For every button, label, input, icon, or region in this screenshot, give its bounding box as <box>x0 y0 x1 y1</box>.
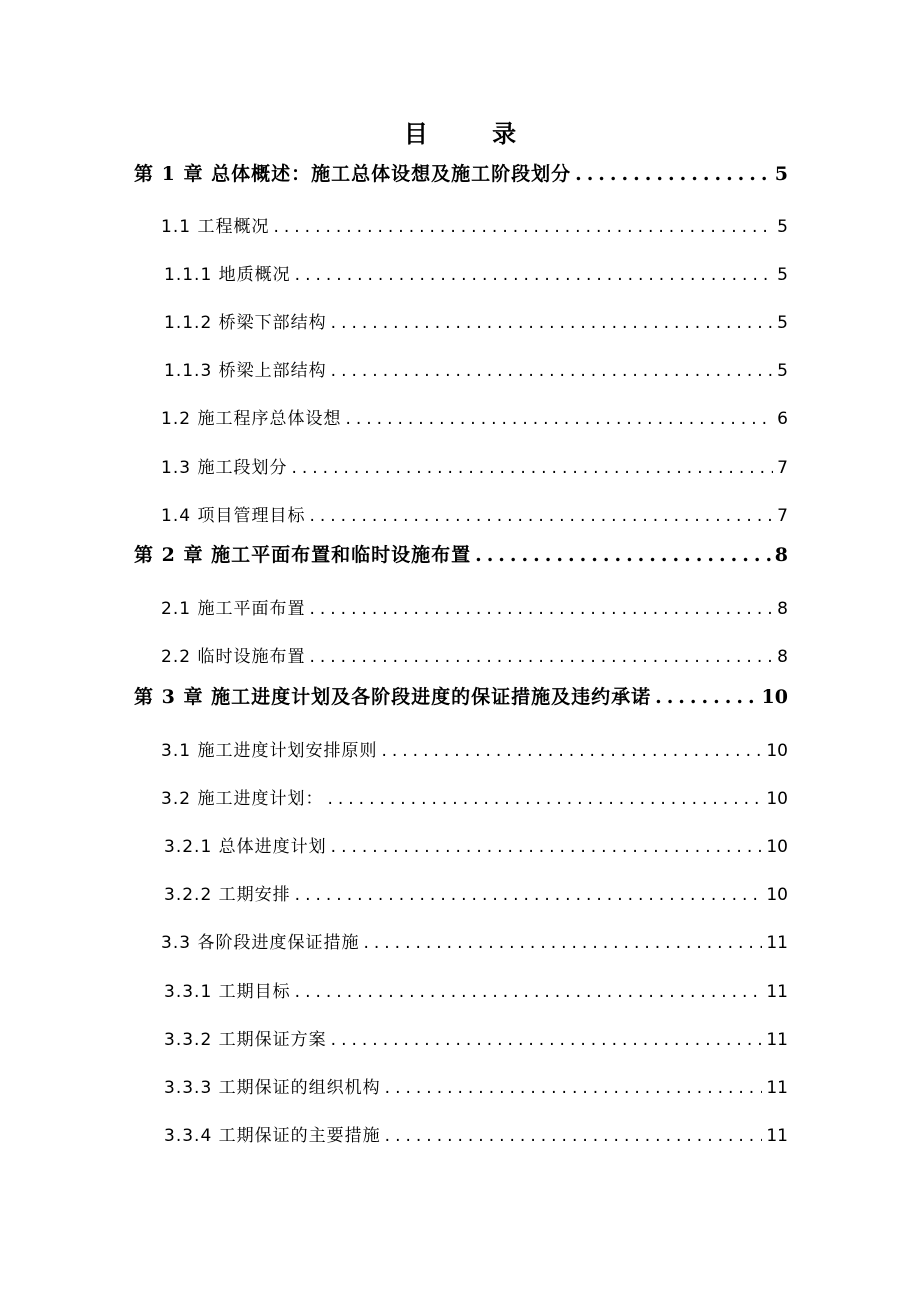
toc-leader-dots <box>655 685 757 709</box>
toc-entry-label: 1.4 项目管理目标 <box>161 506 306 526</box>
toc-leader-dots <box>381 739 762 763</box>
toc-page-number: 8 <box>774 544 788 566</box>
toc-page-number: 11 <box>766 1126 788 1146</box>
toc-leader-dots <box>295 263 774 287</box>
toc-page-number: 5 <box>774 163 788 185</box>
toc-section-entry[interactable] <box>161 931 788 955</box>
toc-leader-dots <box>345 407 773 431</box>
toc-section-entry[interactable] <box>161 407 788 431</box>
toc-entry-label: 1.3 施工段划分 <box>161 458 288 478</box>
toc-section-entry[interactable] <box>164 1028 788 1052</box>
toc-entry-label: 3.2.2 工期安排 <box>164 885 291 905</box>
toc-entry-label: 1.1.1 地质概况 <box>164 265 291 285</box>
toc-entry-label: 3.3 各阶段进度保证措施 <box>161 933 360 953</box>
toc-leader-dots <box>331 835 763 859</box>
toc-page-number: 10 <box>766 885 788 905</box>
toc-entry-label: 3.2 施工进度计划： <box>161 789 324 809</box>
toc-leader-dots <box>327 787 762 811</box>
toc-section-entry[interactable] <box>164 980 788 1004</box>
toc-leader-dots <box>385 1124 763 1148</box>
toc-section-entry[interactable] <box>164 1124 788 1148</box>
toc-chapter-entry[interactable] <box>134 162 788 186</box>
toc-entry-label: 2.1 施工平面布置 <box>161 599 306 619</box>
toc-page-number: 6 <box>777 409 788 429</box>
toc-entry-label: 3.3.3 工期保证的组织机构 <box>164 1078 381 1098</box>
toc-page-number: 5 <box>777 217 788 237</box>
toc-entry-label: 第 2 章 施工平面布置和临时设施布置 <box>134 544 472 566</box>
toc-entry-label: 3.3.2 工期保证方案 <box>164 1030 327 1050</box>
toc-page-number: 5 <box>777 265 788 285</box>
toc-section-entry[interactable] <box>164 263 788 287</box>
toc-leader-dots <box>309 597 773 621</box>
toc-entry-label: 3.3.1 工期目标 <box>164 982 291 1002</box>
toc-leader-dots <box>385 1076 763 1100</box>
toc-entry-label: 3.2.1 总体进度计划 <box>164 837 327 857</box>
toc-entry-label: 3.1 施工进度计划安排原则 <box>161 741 378 761</box>
toc-page-number: 10 <box>766 837 788 857</box>
toc-leader-dots <box>273 215 773 239</box>
toc-section-entry[interactable] <box>164 1076 788 1100</box>
toc-entry-label: 第 3 章 施工进度计划及各阶段进度的保证措施及违约承诺 <box>134 686 652 708</box>
toc-page-number: 11 <box>766 982 788 1002</box>
toc-leader-dots <box>295 980 763 1004</box>
toc-leader-dots <box>363 931 762 955</box>
toc-section-entry[interactable] <box>161 504 788 528</box>
toc-page-number: 10 <box>761 686 788 708</box>
toc-chapter-entry[interactable] <box>134 685 788 709</box>
toc-chapter-entry[interactable] <box>134 543 788 567</box>
toc-leader-dots <box>309 504 773 528</box>
page-title: 目 录 <box>403 119 545 148</box>
toc-leader-dots <box>291 456 773 480</box>
toc-page-number: 8 <box>777 599 788 619</box>
toc-section-entry[interactable] <box>164 359 788 383</box>
toc-entry-label: 1.1.3 桥梁上部结构 <box>164 361 327 381</box>
toc-entry-label: 1.1 工程概况 <box>161 217 270 237</box>
toc-section-entry[interactable] <box>164 883 788 907</box>
toc-page-number: 11 <box>766 1030 788 1050</box>
toc-entry-label: 1.2 施工程序总体设想 <box>161 409 342 429</box>
toc-page-number: 5 <box>777 361 788 381</box>
toc-leader-dots <box>331 1028 763 1052</box>
toc-page-number: 11 <box>766 933 788 953</box>
toc-page-number: 10 <box>766 789 788 809</box>
toc-page-number: 5 <box>777 313 788 333</box>
toc-entry-label: 第 1 章 总体概述：施工总体设想及施工阶段划分 <box>134 163 572 185</box>
toc-leader-dots <box>331 359 774 383</box>
toc-section-entry[interactable] <box>161 597 788 621</box>
toc-section-entry[interactable] <box>161 645 788 669</box>
toc-leader-dots <box>309 645 773 669</box>
toc-section-entry[interactable] <box>164 311 788 335</box>
toc-page-number: 8 <box>777 647 788 667</box>
toc-entry-label: 3.3.4 工期保证的主要措施 <box>164 1126 381 1146</box>
toc-leader-dots <box>575 162 771 186</box>
toc-page-number: 10 <box>766 741 788 761</box>
toc-entry-label: 2.2 临时设施布置 <box>161 647 306 667</box>
toc-leader-dots <box>331 311 774 335</box>
toc-section-entry[interactable] <box>161 456 788 480</box>
toc-section-entry[interactable] <box>161 787 788 811</box>
toc-page-number: 7 <box>777 458 788 478</box>
toc-page-number: 11 <box>766 1078 788 1098</box>
toc-entry-label: 1.1.2 桥梁下部结构 <box>164 313 327 333</box>
toc-leader-dots <box>475 543 771 567</box>
toc-section-entry[interactable] <box>164 835 788 859</box>
toc-leader-dots <box>295 883 763 907</box>
toc-section-entry[interactable] <box>161 739 788 763</box>
toc-section-entry[interactable] <box>161 215 788 239</box>
toc-page-number: 7 <box>777 506 788 526</box>
